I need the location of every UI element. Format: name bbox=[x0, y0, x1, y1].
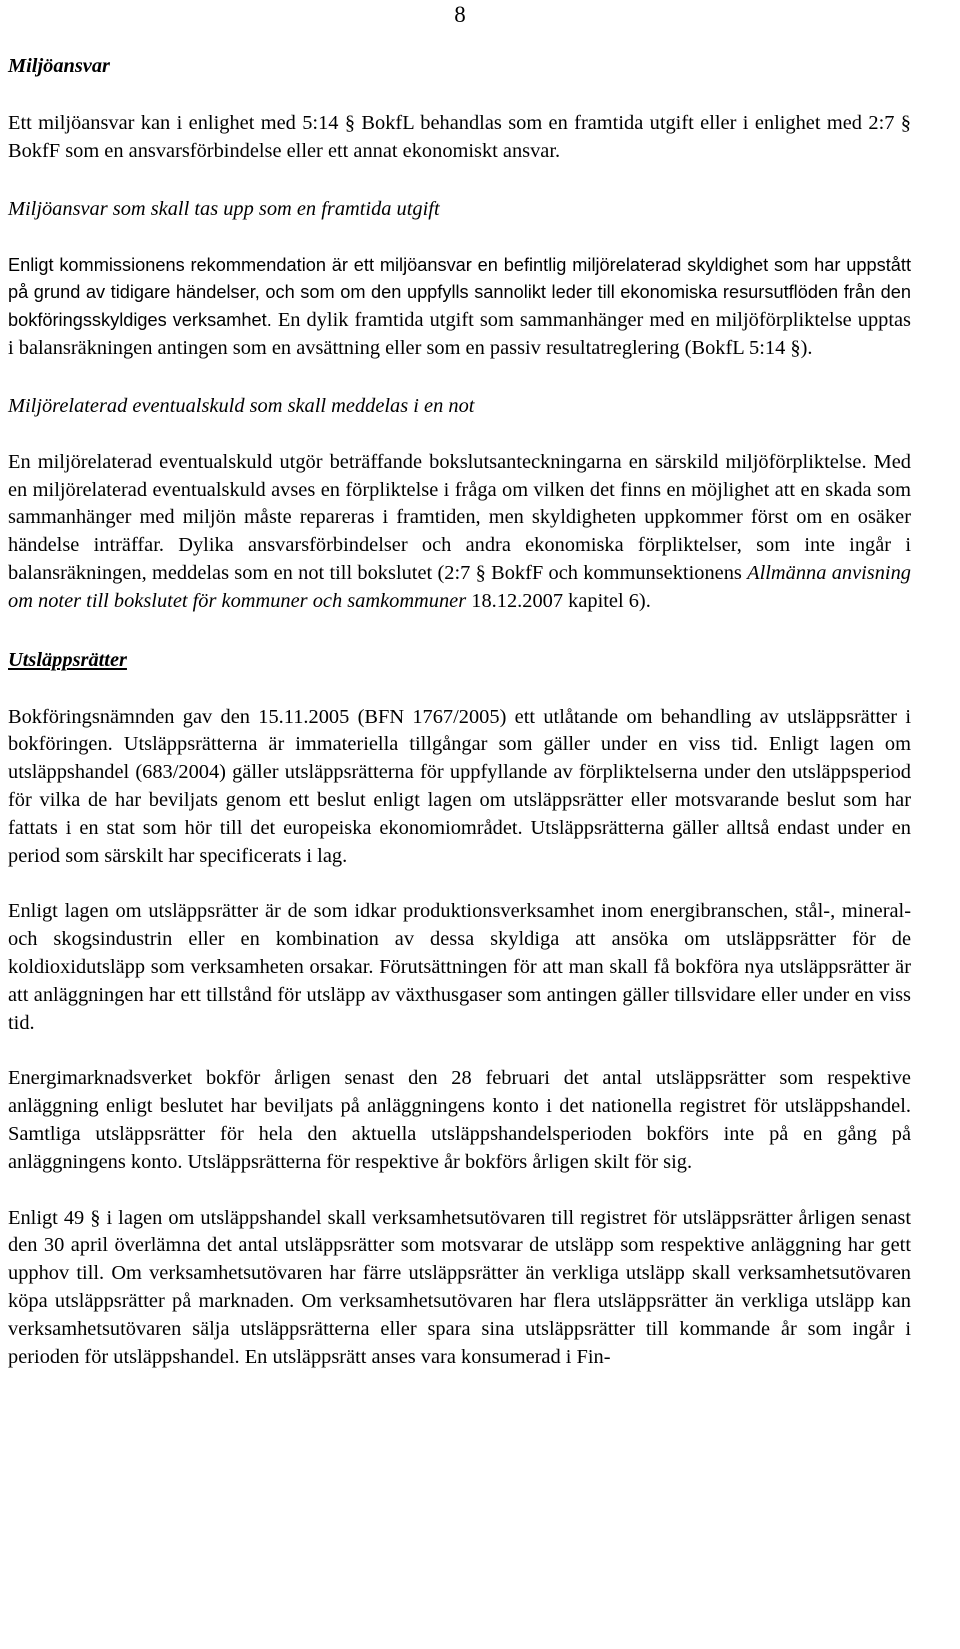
eventualskuld-text-end: 18.12.2007 kapitel 6). bbox=[466, 589, 651, 612]
eventualskuld-reference-title: Allmänna anvisning om noter till bokslutet för kommuner och samkommuner bbox=[8, 561, 911, 612]
paragraph-miljoansvar-intro: Ett miljöansvar kan i enlighet med 5:14 § BokfL behandlas som en framtida utgift eller i enlighet med 2:7 § BokfF som en ansvarsförbindelse eller ett annat ekonomiskt ansvar. bbox=[8, 112, 911, 162]
eventualskuld-text-start: En miljörelaterad eventualskuld utgör beträffande bokslutsanteckningarna en särskild miljöförpliktelse. Med en miljörelaterad eventualskuld avses en förpliktelse i fråga om vilken det finns en möjlighet att en skada som sammanhänger med miljön måste repareras i framtiden, men skyldigheten uppkommer först om en osäker händelse inträffar. Dylika ansvarsförbindelser och andra ekonomiska förpliktelser, som inte ingår i balansräkningen, meddelas som en not till bokslutet (2:7 § BokfF och kommunsektionens bbox=[8, 450, 911, 584]
section-heading-utslappsratter: Utsläppsrätter bbox=[8, 648, 127, 671]
paragraph-eventualskuld bbox=[8, 449, 911, 616]
paragraph-framtida-utgift-definition bbox=[8, 252, 911, 363]
paragraph-utslappsratter-1: Bokföringsnämnden gav den 15.11.2005 (BFN 1767/2005) ett utlåtande om behandling av utsläppsrätter i bokföringen. Utsläppsrätterna är immateriella tillgångar som gäller under en viss tid. Enligt lagen om utsläppshandel (683/2004) gäller utsläppsrätterna för uppfyllande av förpliktelserna under den utsläppsperiod för vilka de har beviljats genom ett beslut enligt lagen om utsläppsrätter eller motsvarande beslut som har fattats i en stat som hör till det europeiska ekonomiområdet. Utsläppsrätterna gäller alltså endast under en period som särskilt har specificerats i lag. bbox=[8, 705, 911, 867]
paragraph-utslappsratter-2: Enligt lagen om utsläppsrätter är de som idkar produktionsverksamhet inom energibranschen, stål-, mineral- och skogsindustrin eller en kombination av dessa skyldiga att ansöka om utsläppsrätter för de koldioxidutsläpp som verksamheten orsakar. Förutsättningen för att man skall få bokföra nya utsläppsrätter är att anläggningen har ett tillstånd för utsläpp av växthusgaser som antingen gäller tillsvidare eller under en viss tid. bbox=[8, 900, 911, 1034]
section-heading-miljoansvar: Miljöansvar bbox=[8, 55, 110, 77]
paragraph-utslappsratter-3: Energimarknadsverket bokför årligen senast den 28 februari det antal utsläppsrätter som respektive anläggning enligt beslutet har beviljats på anläggningens konto i det nationella registret för utsläppshandel. Samtliga utsläppsrätter för hela den aktuella utsläppshandelsperioden bokförs inte på en gång på anläggningens konto. Utsläppsrätterna för respektive år bokförs årligen skilt för sig. bbox=[8, 1067, 911, 1173]
subheading-framtida-utgift: Miljöansvar som skall tas upp som en framtida utgift bbox=[8, 197, 440, 220]
paragraph-framtida-utgift-sans-text: Enligt kommissionens rekommendation är ett miljöansvar en befintlig miljörelaterad skyldighet som har uppstått på grund av tidigare händelser, och som om den uppfylls sannolikt leder till ekonomiska resursutflöden från den bokföringsskyldiges verksamhet. bbox=[8, 254, 911, 331]
document-body bbox=[8, 47, 911, 1371]
page-number: 8 bbox=[454, 2, 466, 27]
paragraph-utslappsratter-4: Enligt 49 § i lagen om utsläppshandel skall verksamhetsutövaren till registret för utsläppsrätter årligen senast den 30 april överlämna det antal utsläppsrätter som motsvarar de utsläpp som respektive anläggning har gett upphov till. Om verksamhetsutövaren har färre utsläppsrätter än verkliga utsläpp skall verksamhetsutövaren köpa utsläppsrätter på marknaden. Om verksamhetsutövaren har flera utsläppsrätter än verkliga utsläpp kan verksamhetsutövaren sälja utsläppsrätterna eller spara sina utsläppsrätter till kommande år som ingår i perioden för utsläppshandel. En utsläppsrätt anses vara konsumerad i Fin- bbox=[8, 1206, 911, 1368]
paragraph-framtida-utgift-serif-text: En dylik framtida utgift som sammanhänger med en miljöförpliktelse upptas i balansräkningen antingen som en avsättning eller som en passiv resultatreglering (BokfL 5:14 §). bbox=[8, 309, 911, 359]
subheading-eventualskuld: Miljörelaterad eventualskuld som skall meddelas i en not bbox=[8, 394, 475, 417]
